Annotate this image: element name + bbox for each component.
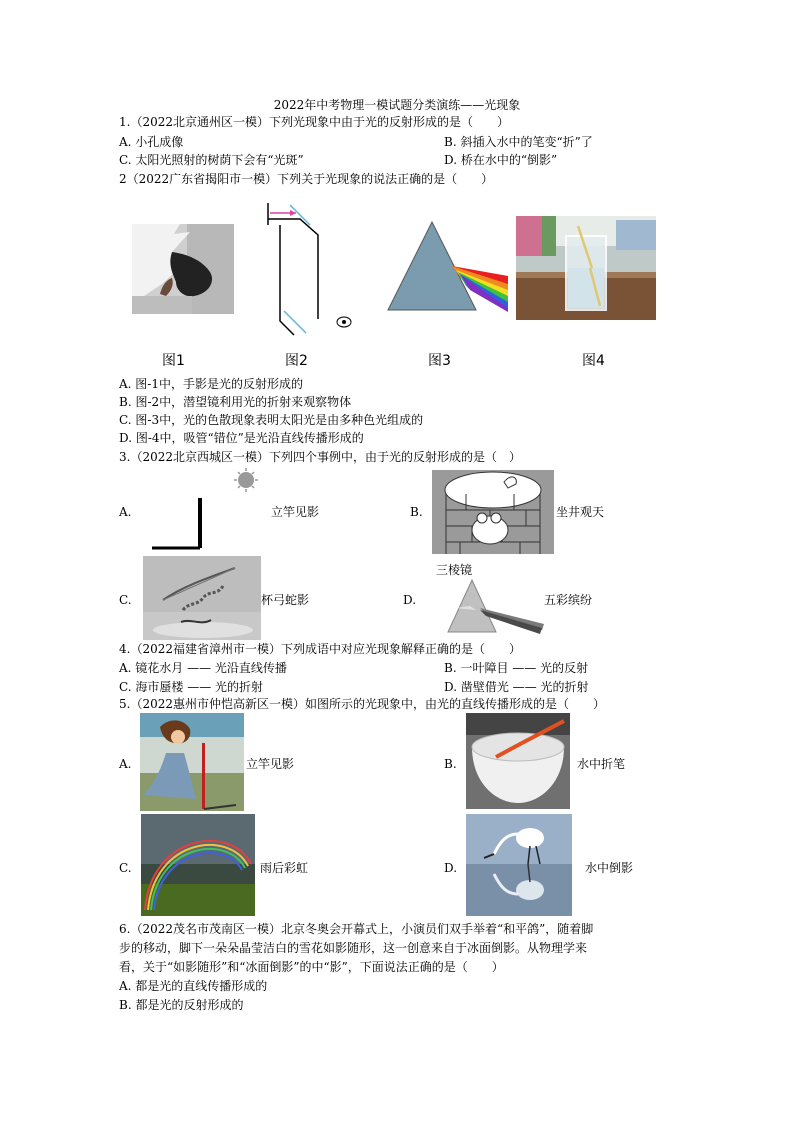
q6-line-1: 6.（2022茂名市茂南区一模）北京冬奥会开幕式上，小演员们双手举着“和平鸽”，随着脚 xyxy=(119,922,594,936)
q2-option-c: C. 图-3中，光的色散现象表明太阳光是由多种色光组成的 xyxy=(119,413,424,427)
q3-option-b-label: 坐井观天 xyxy=(556,505,605,519)
q3-option-a-letter: A. xyxy=(119,505,132,519)
figure-prism-dispersion xyxy=(446,578,546,634)
figure-pole-shadow xyxy=(136,468,272,552)
figure-straw-glass xyxy=(516,216,656,320)
q5-option-b-label: 水中折笔 xyxy=(577,757,626,771)
q5-option-b-letter: B. xyxy=(444,757,457,771)
q1-option-b: B. 斜插入水中的笔变“折”了 xyxy=(444,135,593,149)
q1-option-c: C. 太阳光照射的树荫下会有“光斑” xyxy=(119,153,304,167)
q5-option-a-letter: A. xyxy=(119,757,132,771)
page-title: 2022年中考物理一模试题分类演练——光现象 xyxy=(273,98,521,112)
q6-line-3: 看，关于“如影随形”和“冰面倒影”的中“影”，下面说法正确的是（ ） xyxy=(119,960,504,974)
figure-bow-snake xyxy=(143,556,261,640)
q4-option-c: C. 海市蜃楼 —— 光的折射 xyxy=(119,680,264,694)
q6-line-2: 步的移动，脚下一朵朵晶莹洁白的雪花如影随形，这一创意来自于冰面倒影。从物理学来 xyxy=(119,941,588,955)
q1-option-a: A. 小孔成像 xyxy=(119,135,184,149)
figure-3-caption: 图3 xyxy=(428,353,451,369)
q5-option-c-letter: C. xyxy=(119,861,132,875)
q3-option-a-label: 立竿见影 xyxy=(271,505,320,519)
q3-option-c-letter: C. xyxy=(119,593,132,607)
q4-option-d: D. 凿壁借光 —— 光的折射 xyxy=(444,680,589,694)
q4-stem: 4.（2022福建省漳州市一模）下列成语中对应光现象解释正确的是（ ） xyxy=(119,642,521,656)
figure-prism xyxy=(386,220,508,312)
q6-option-b: B. 都是光的反射形成的 xyxy=(119,998,244,1012)
figure-4-caption: 图4 xyxy=(582,353,605,369)
q3-option-d-letter: D. xyxy=(403,593,417,607)
q2-option-b: B. 图-2中，潜望镜利用光的折射来观察物体 xyxy=(119,395,352,409)
q2-option-a: A. 图-1中，手影是光的反射形成的 xyxy=(119,377,303,391)
figure-hand-shadow xyxy=(132,224,234,314)
figure-frog-well xyxy=(432,470,554,554)
q5-stem: 5.（2022惠州市仲恺高新区一模）如图所示的光现象中，由光的直线传播形成的是（ ） xyxy=(119,697,605,711)
figure-heron-reflection xyxy=(466,814,572,916)
q5-option-d-letter: D. xyxy=(444,861,458,875)
q3-option-b-letter: B. xyxy=(410,505,423,519)
q1-stem: 1.（2022北京通州区一模）下列光现象中由于光的反射形成的是（ ） xyxy=(119,115,509,129)
q1-option-d: D. 桥在水中的“倒影” xyxy=(444,153,558,167)
q2-stem: 2（2022广东省揭阳市一模）下列关于光现象的说法正确的是（ ） xyxy=(119,172,494,186)
figure-bowl-pencil xyxy=(466,713,570,809)
q2-option-d: D. 图-4中，吸管“错位”是光沿直线传播形成的 xyxy=(119,431,364,445)
q3-option-d-label: 五彩缤纷 xyxy=(544,593,593,607)
figure-2-caption: 图2 xyxy=(285,353,308,369)
q5-option-d-label: 水中倒影 xyxy=(585,861,634,875)
q3-option-c-label: 杯弓蛇影 xyxy=(261,593,310,607)
q3-stem: 3.（2022北京西城区一模）下列四个事例中，由于光的反射形成的是（ ） xyxy=(119,450,521,464)
prism-label: 三棱镜 xyxy=(436,563,473,577)
figure-periscope xyxy=(266,201,366,336)
q5-option-c-label: 雨后彩虹 xyxy=(260,861,309,875)
figure-1-caption: 图1 xyxy=(162,353,185,369)
q4-option-a: A. 镜花水月 —— 光沿直线传播 xyxy=(119,661,287,675)
q6-option-a: A. 都是光的直线传播形成的 xyxy=(119,979,268,993)
figure-rainbow xyxy=(141,814,255,916)
q4-option-b: B. 一叶障目 —— 光的反射 xyxy=(444,661,589,675)
figure-girl-pole xyxy=(140,713,244,811)
q5-option-a-label: 立竿见影 xyxy=(246,757,295,771)
